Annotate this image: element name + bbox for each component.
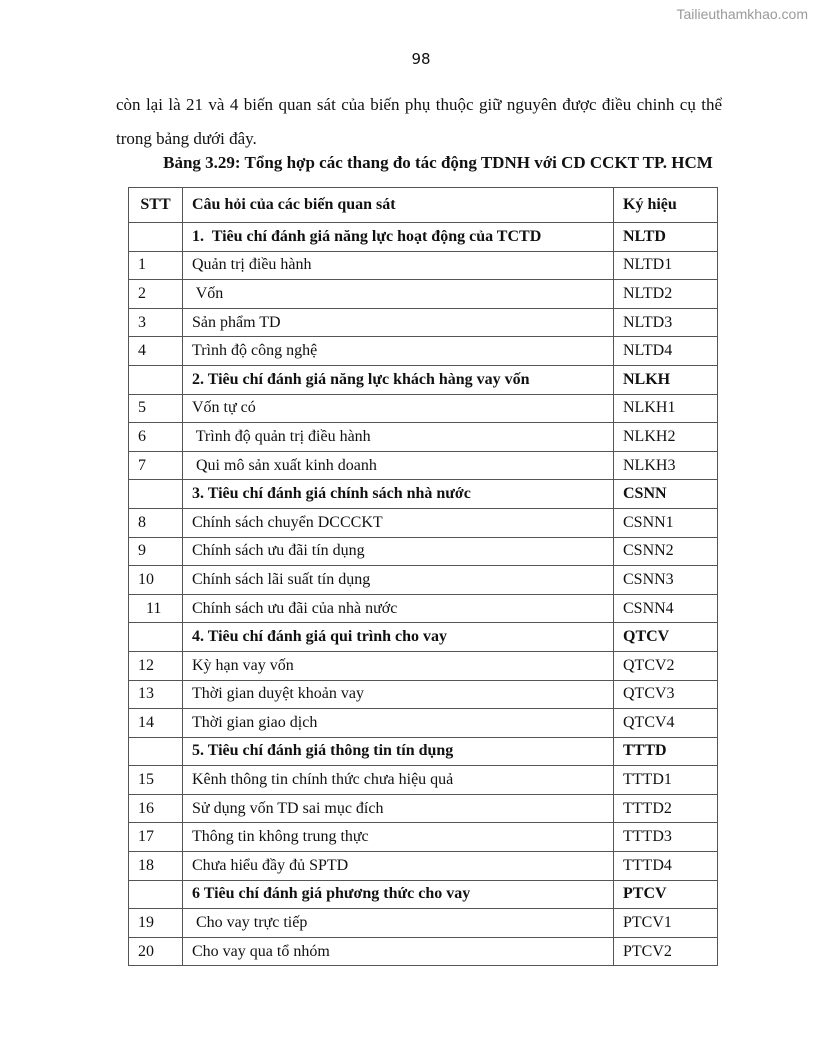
cell-question: Chính sách ưu đãi của nhà nước [183,594,614,623]
table-row [129,508,718,537]
cell-stt: 3 [129,308,183,337]
table-row [129,823,718,852]
category-row [129,737,718,766]
cell-stt: 7 [129,451,183,480]
cell-question: Kênh thông tin chính thức chưa hiệu quả [183,766,614,795]
cell-question: Chính sách lãi suất tín dụng [183,566,614,595]
cell-stt: 16 [129,794,183,823]
header-stt: STT [129,188,183,223]
cell-stt: 19 [129,909,183,938]
cell-code: QTCV4 [614,709,718,738]
cell-question: 2. Tiêu chí đánh giá năng lực khách hàng vay vốn [183,365,614,394]
criteria-table [128,187,718,966]
cell-code: PTCV [614,880,718,909]
table-row [129,680,718,709]
cell-question: Trình độ công nghệ [183,337,614,366]
cell-question: 5. Tiêu chí đánh giá thông tin tín dụng [183,737,614,766]
cell-stt: 17 [129,823,183,852]
cell-question: Qui mô sản xuất kinh doanh [183,451,614,480]
cell-stt: 2 [129,280,183,309]
cell-question: Cho vay qua tổ nhóm [183,937,614,966]
cell-code: CSNN [614,480,718,509]
cell-code: NLTD2 [614,280,718,309]
table-row [129,594,718,623]
table-row [129,280,718,309]
table-row [129,937,718,966]
cell-stt: 1 [129,251,183,280]
table-row [129,451,718,480]
cell-question: Vốn tự có [183,394,614,423]
cell-stt: 12 [129,651,183,680]
table-header-row [129,188,718,223]
table-row [129,709,718,738]
cell-code: PTCV1 [614,909,718,938]
cell-code: TTTD2 [614,794,718,823]
page-number: 98 [411,50,431,68]
category-row [129,880,718,909]
table-row [129,651,718,680]
cell-code: NLTD3 [614,308,718,337]
cell-code: CSNN2 [614,537,718,566]
cell-stt: 4 [129,337,183,366]
header-code: Ký hiệu [614,188,718,223]
table-row [129,251,718,280]
table-row [129,308,718,337]
cell-code: NLKH2 [614,423,718,452]
table-row [129,766,718,795]
cell-question: Chưa hiểu đầy đủ SPTD [183,852,614,881]
cell-code: NLTD1 [614,251,718,280]
table-caption: Bảng 3.29: Tổng hợp các thang đo tác động TDNH với CD CCKT TP. HCM [163,153,713,172]
category-row [129,623,718,652]
cell-code: TTTD4 [614,852,718,881]
cell-stt: 9 [129,537,183,566]
cell-stt [129,623,183,652]
cell-code: TTTD [614,737,718,766]
cell-question: Chính sách chuyển DCCCKT [183,508,614,537]
cell-stt [129,365,183,394]
cell-question: Thời gian duyệt khoản vay [183,680,614,709]
cell-question: Sản phẩm TD [183,308,614,337]
cell-code: NLKH [614,365,718,394]
cell-code: CSNN1 [614,508,718,537]
cell-question: Trình độ quản trị điều hành [183,423,614,452]
table-row [129,852,718,881]
cell-code: TTTD3 [614,823,718,852]
cell-stt: 13 [129,680,183,709]
table-row [129,537,718,566]
cell-question: Thời gian giao dịch [183,709,614,738]
cell-code: TTTD1 [614,766,718,795]
cell-code: QTCV3 [614,680,718,709]
cell-stt: 11 [129,594,183,623]
table-row [129,394,718,423]
cell-question: Sử dụng vốn TD sai mục đích [183,794,614,823]
watermark: Tailieuthamkhao.com [676,6,808,22]
category-row [129,223,718,252]
cell-question: Vốn [183,280,614,309]
cell-code: QTCV2 [614,651,718,680]
cell-code: NLKH1 [614,394,718,423]
cell-stt: 14 [129,709,183,738]
cell-code: NLTD4 [614,337,718,366]
cell-code: QTCV [614,623,718,652]
table-row [129,794,718,823]
cell-stt: 18 [129,852,183,881]
cell-stt [129,880,183,909]
cell-code: NLTD [614,223,718,252]
cell-stt [129,480,183,509]
cell-question: 3. Tiêu chí đánh giá chính sách nhà nước [183,480,614,509]
category-row [129,365,718,394]
cell-code: NLKH3 [614,451,718,480]
cell-code: CSNN4 [614,594,718,623]
table-row [129,909,718,938]
cell-stt: 8 [129,508,183,537]
cell-question: 4. Tiêu chí đánh giá qui trình cho vay [183,623,614,652]
cell-question: 1. Tiêu chí đánh giá năng lực hoạt động của TCTD [183,223,614,252]
cell-code: PTCV2 [614,937,718,966]
cell-stt: 15 [129,766,183,795]
cell-stt: 6 [129,423,183,452]
cell-question: Kỳ hạn vay vốn [183,651,614,680]
cell-question: 6 Tiêu chí đánh giá phương thức cho vay [183,880,614,909]
cell-question: Cho vay trực tiếp [183,909,614,938]
cell-question: Thông tin không trung thực [183,823,614,852]
cell-stt [129,737,183,766]
cell-code: CSNN3 [614,566,718,595]
cell-stt: 10 [129,566,183,595]
header-question: Câu hỏi của các biến quan sát [183,188,614,223]
body-paragraph: còn lại là 21 và 4 biến quan sát của biến phụ thuộc giữ nguyên được điều chinh cụ thể trong bảng dưới đây. [116,95,722,148]
cell-question: Chính sách ưu đãi tín dụng [183,537,614,566]
cell-stt: 20 [129,937,183,966]
cell-stt [129,223,183,252]
table-row [129,566,718,595]
cell-question: Quản trị điều hành [183,251,614,280]
cell-stt: 5 [129,394,183,423]
table-row [129,337,718,366]
table-row [129,423,718,452]
category-row [129,480,718,509]
